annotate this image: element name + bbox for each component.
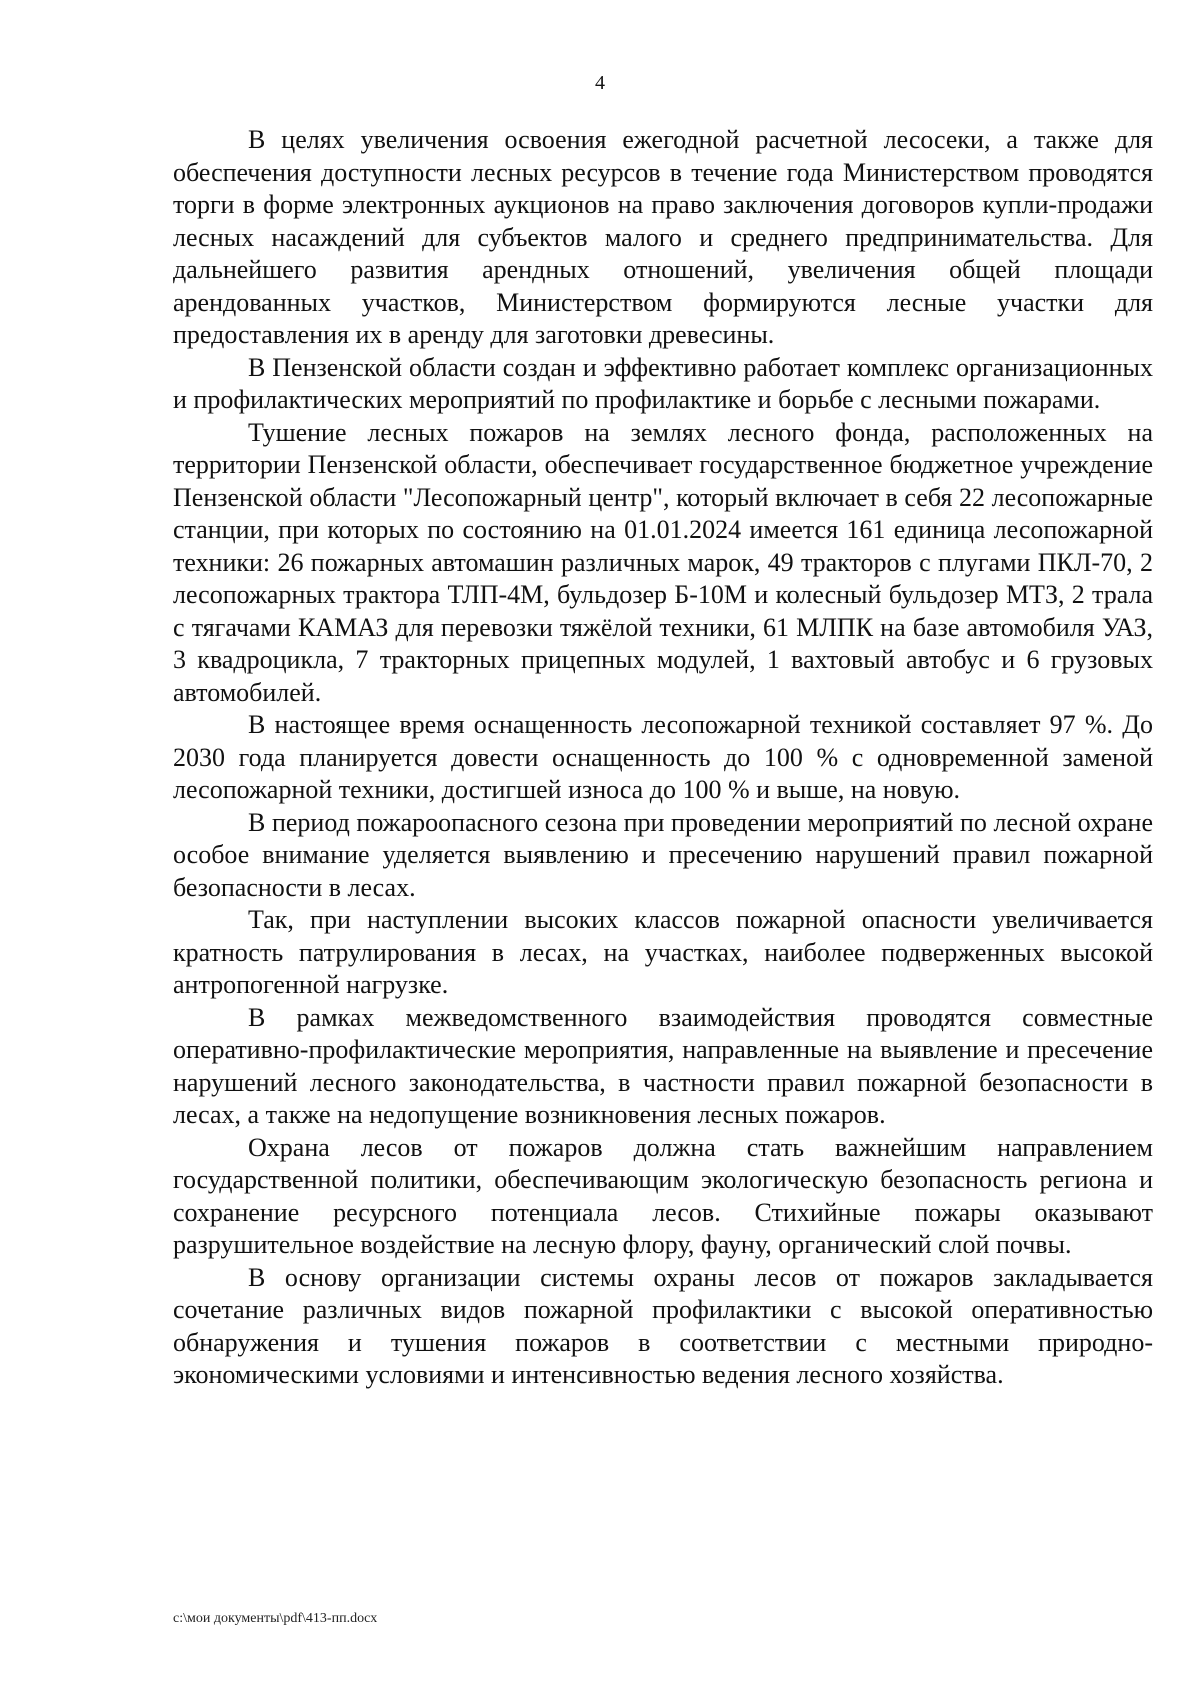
paragraph-protection-system: В основу организации системы охраны лесов от пожаров закладывается сочетание различных видов пожарной профилактики с высокой оперативностью обнаружения и тушения пожаров в соответствии с местными природно-экономическими условиями и интенсивностью ведения лесного хозяйства. [173, 1262, 1153, 1389]
paragraph-forest-protection-policy: Охрана лесов от пожаров должна стать важнейшим направлением государственной политики, обеспечивающим экологическую безопасность региона и сохранение ресурсного потенциала лесов. Стихийные пожары оказывают разрушительное воздействие на лесную флору, фауну, органический слой почвы. [173, 1132, 1153, 1259]
footer-file-path: c:\мои документы\pdf\413-пп.docx [173, 1611, 378, 1626]
paragraph-auctions: В целях увеличения освоения ежегодной расчетной лесосеки, а также для обеспечения доступности лесных ресурсов в течение года Министерством проводятся торги в форме электронных аукционов на право заключения договоров купли-продажи лесных насаждений для субъектов малого и среднего предпринимательства. Для дальнейшего развития арендных отношений, увеличения общей площади арендованных участков, Министерством формируются лесные участки для предоставления их в аренду для заготовки древесины. [173, 125, 1153, 349]
paragraph-fire-season: В период пожароопасного сезона при проведении мероприятий по лесной охране особое внимание уделяется выявлению и пресечению нарушений правил пожарной безопасности в лесах. [173, 807, 1153, 902]
paragraph-fire-prevention-complex: В Пензенской области создан и эффективно работает комплекс организационных и профилактических мероприятий по профилактике и борьбе с лесными пожарами. [173, 352, 1153, 414]
paragraph-interagency: В рамках межведомственного взаимодействия проводятся совместные оперативно-профилактические мероприятия, направленные на выявление и пресечение нарушений лесного законодательства, в частности правил пожарной безопасности в лесах, а также на недопущение возникновения лесных пожаров. [173, 1002, 1153, 1129]
document-body [173, 124, 1153, 1392]
paragraph-patrolling: Так, при наступлении высоких классов пожарной опасности увеличивается кратность патрулирования в лесах, на участках, наиболее подверженных высокой антропогенной нагрузке. [173, 905, 1153, 999]
page-number: 4 [595, 72, 605, 94]
paragraph-equipment-level: В настоящее время оснащенность лесопожарной техникой составляет 97 %. До 2030 года планируется довести оснащенность до 100 % с одновременной заменой лесопожарной техники, достигшей износа до 100 % и выше, на новую. [173, 710, 1153, 804]
paragraph-fire-center-equipment: Тушение лесных пожаров на землях лесного фонда, расположенных на территории Пензенской области, обеспечивает государственное бюджетное учреждение Пензенской области "Лесопожарный центр", который включает в себя 22 лесопожарные станции, при которых по состоянию на 01.01.2024 имеется 161 единица лесопожарной техники: 26 пожарных автомашин различных марок, 49 тракторов с плугами ПКЛ-70, 2 лесопожарных трактора ТЛП-4М, бульдозер Б-10М и колесный бульдозер МТЗ, 2 трала с тягачами КАМАЗ для перевозки тяжёлой техники, 61 МЛПК на базе автомобиля УАЗ, 3 квадроцикла, 7 тракторных прицепных модулей, 1 вахтовый автобус и 6 грузовых автомобилей. [173, 417, 1153, 707]
